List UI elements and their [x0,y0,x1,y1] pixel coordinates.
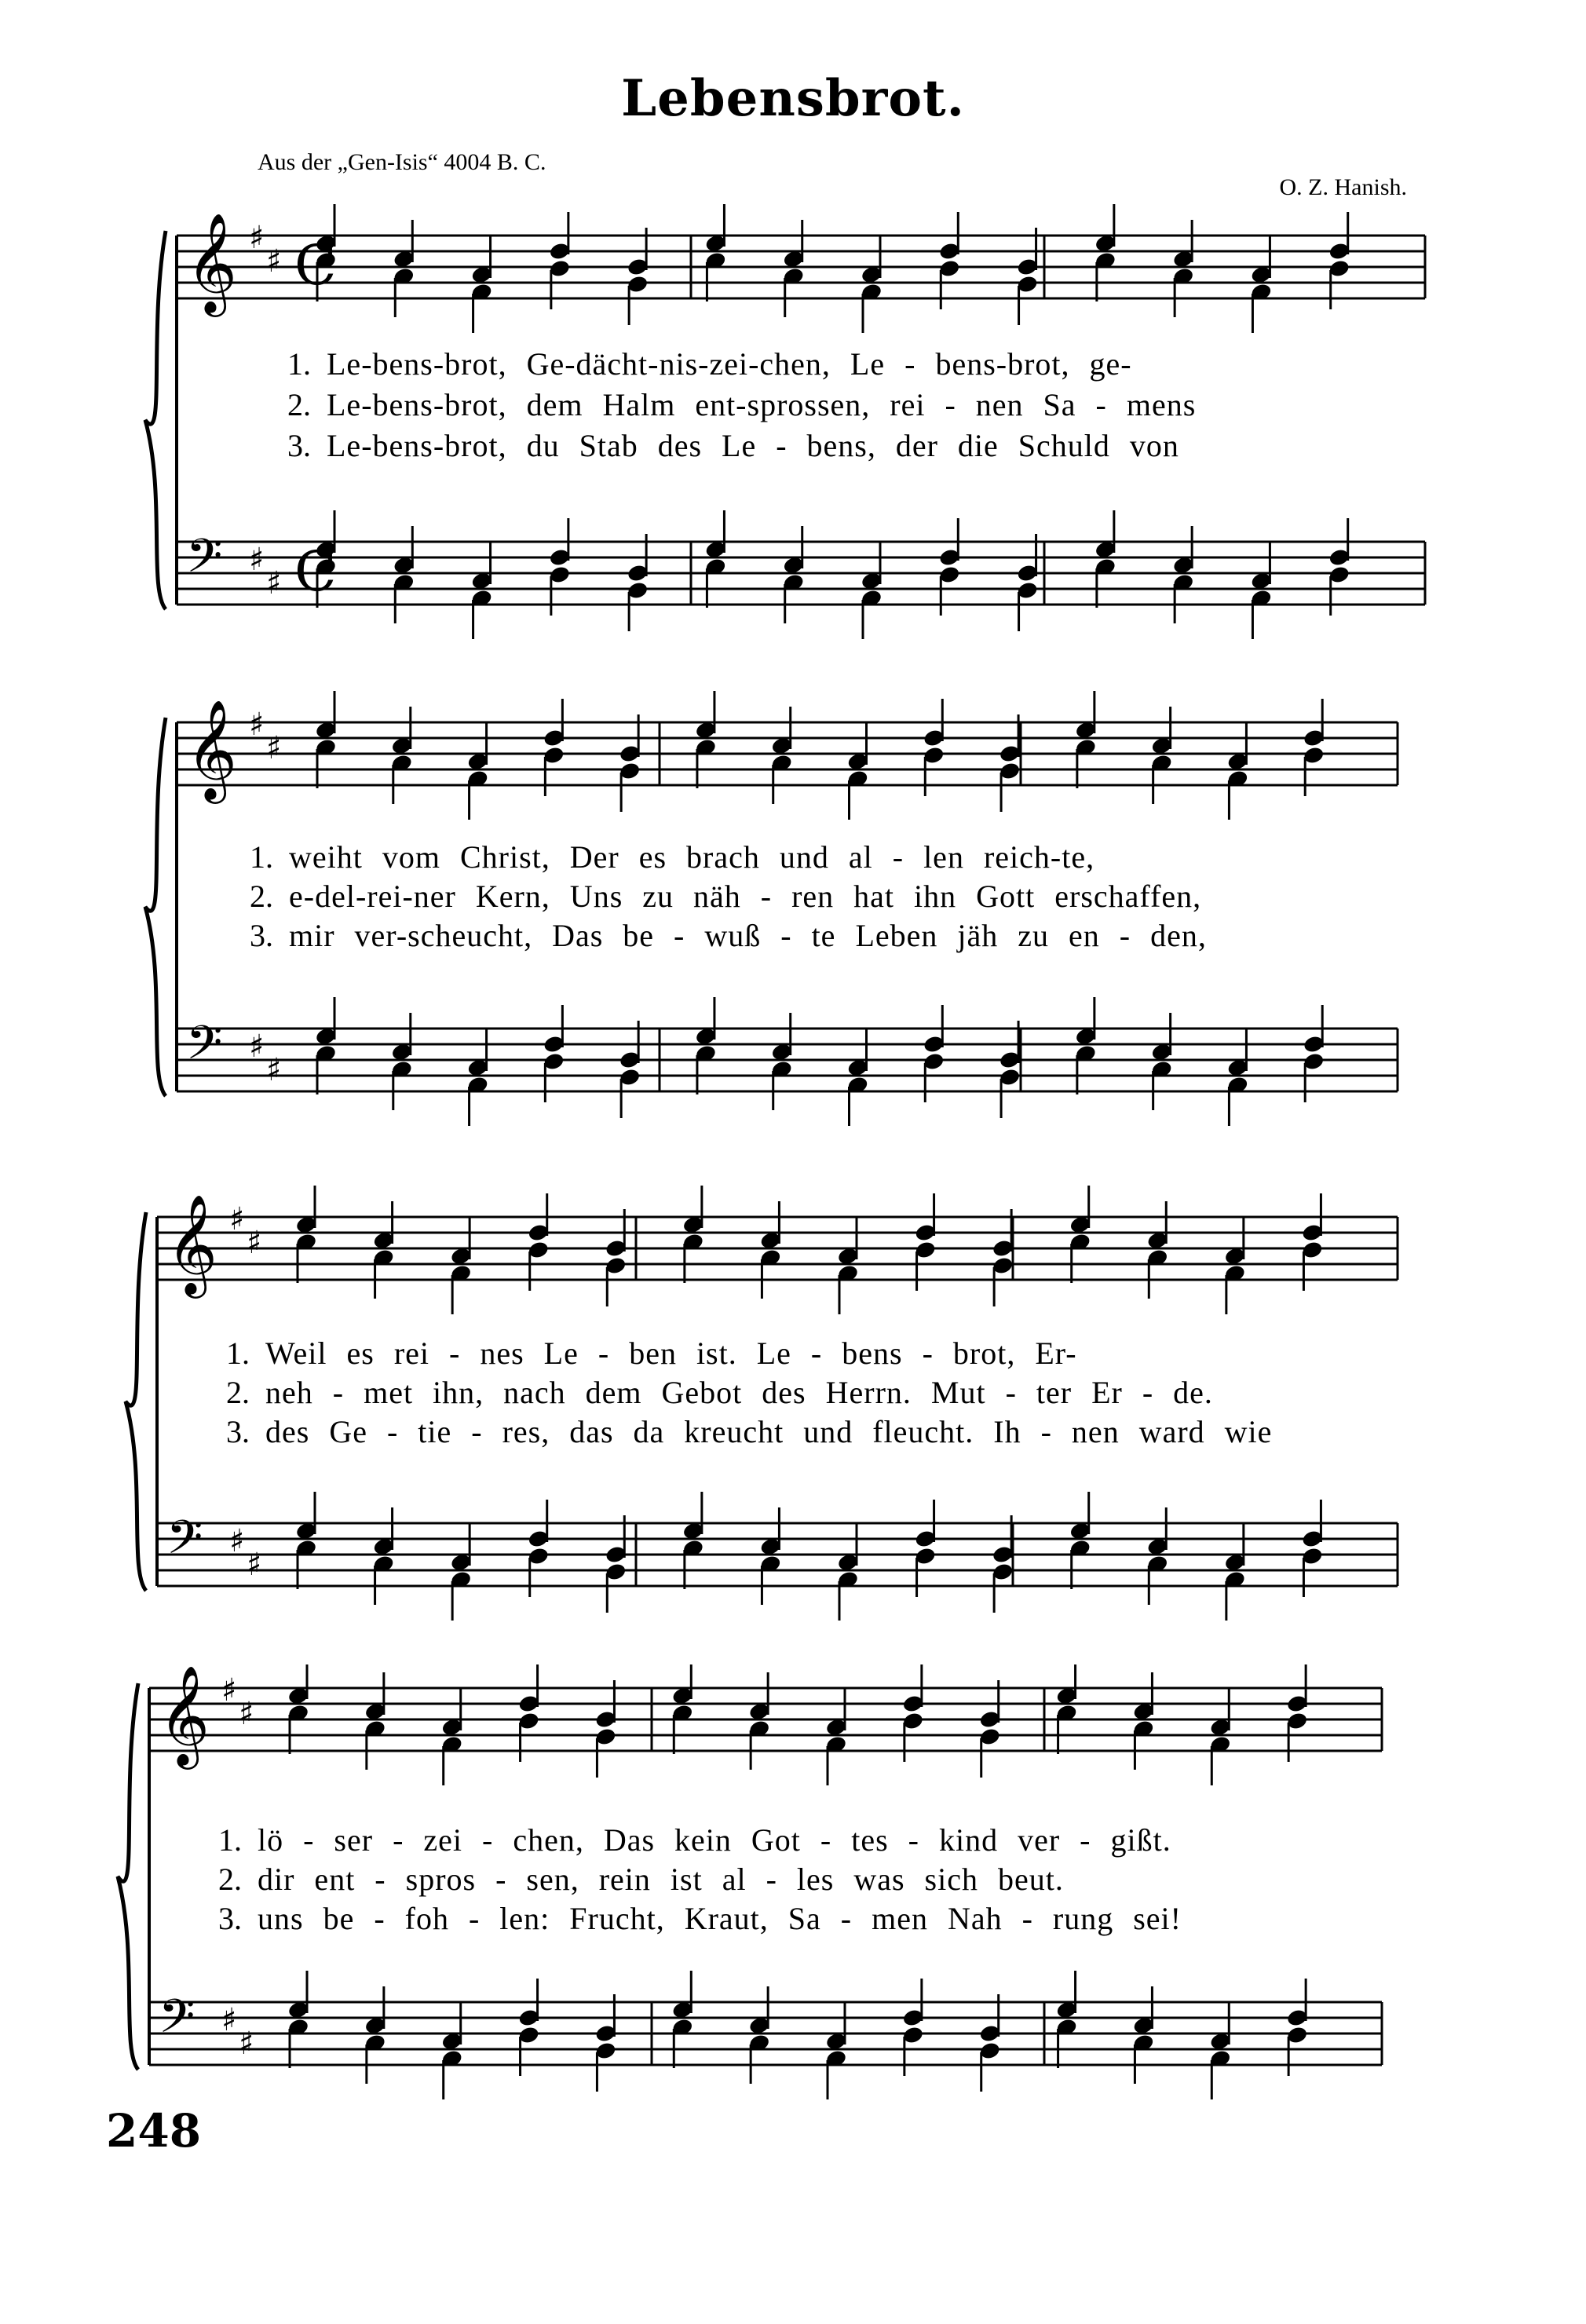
verse-line [204,1374,1213,1411]
key-sharp: ♯ [247,1225,262,1261]
verse-number: 2. [250,879,273,914]
verse-line [265,427,1179,464]
verse-text: Le-bens-brot, dem Halm ent-sprossen, rei - nen Sa - mens [327,387,1197,422]
music-system-4 [0,1664,1586,2104]
verse-number: 3. [287,428,311,463]
verse-line [265,345,1132,382]
key-sharp: ♯ [266,1052,282,1088]
verse-number: 1. [250,839,273,875]
verse-number: 3. [250,918,273,953]
music-system-3 [0,1178,1586,1649]
system-brace [126,1212,146,1591]
key-sharp: ♯ [247,1547,262,1583]
verse-text: Le-bens-brot, Ge-dächt-nis-zei-chen, Le - bens-brot, ge- [327,346,1132,382]
verse-text: mir ver-scheucht, Das be - wuß - te Leben jäh zu en - den, [289,918,1207,953]
key-sharp: ♯ [266,565,282,601]
key-sharp: ♯ [249,542,265,578]
verse-number: 3. [226,1414,250,1449]
treble-clef: 𝄞 [186,699,238,799]
key-sharp: ♯ [249,707,265,743]
verse-number: 1. [287,346,311,382]
verse-number: 2. [226,1375,250,1410]
verse-text: Le-bens-brot, du Stab des Le - bens, der die Schuld von [327,428,1179,463]
verse-text: lö - ser - zei - chen, Das kein Got - tes - kind ver - gißt. [258,1822,1171,1858]
common-time: C [294,539,337,604]
key-sharp: ♯ [229,1523,245,1559]
verse-line [204,1413,1272,1450]
verse-number: 2. [287,387,311,422]
verse-line [228,878,1201,915]
key-sharp: ♯ [266,730,282,766]
verse-text: Weil es rei - nes Le - ben ist. Le - bens - brot, Er- [265,1336,1077,1371]
verse-line [204,1335,1077,1372]
verse-number: 3. [218,1901,242,1936]
verse-line [228,839,1094,875]
common-time: C [294,233,337,298]
key-sharp: ♯ [229,1201,245,1237]
verse-text: dir ent - spros - sen, rein ist al - les was sich beut. [258,1862,1064,1897]
system-brace [118,1683,138,2070]
page-number: 248 [106,2104,202,2158]
key-sharp: ♯ [249,220,265,256]
bass-clef: 𝄢 [186,528,223,594]
treble-clef: 𝄞 [166,1193,218,1294]
verse-line [265,386,1196,423]
verse-number: 2. [218,1862,242,1897]
verse-line [196,1900,1182,1937]
composer-name: O. Z. Hanish. [1279,174,1407,200]
verse-text: neh - met ihn, nach dem Gebot des Herrn. Mut - ter Er - de. [265,1375,1213,1410]
verse-text: uns be - foh - len: Frucht, Kraut, Sa - men Nah - rung sei! [258,1901,1182,1936]
treble-clef: 𝄞 [159,1664,210,1765]
verse-text: des Ge - tie - res, das da kreucht und fleucht. Ih - nen ward wie [265,1414,1273,1449]
song-source: Aus der „Gen-Isis“ 4004 B. C. [258,149,546,175]
key-sharp: ♯ [221,1672,237,1708]
bass-clef: 𝄢 [159,1989,196,2055]
song-title: Lebensbrot. [621,69,965,128]
verse-line [228,917,1207,954]
staff-graphics-1 [0,188,1586,660]
key-sharp: ♯ [266,243,282,280]
verse-number: 1. [218,1822,242,1858]
key-sharp: ♯ [239,2026,254,2062]
treble-clef: 𝄞 [186,212,238,312]
system-brace [145,718,166,1096]
verse-line [196,1822,1171,1858]
music-system-1 [0,188,1586,660]
key-sharp: ♯ [239,1696,254,1732]
verse-line [196,1861,1064,1898]
system-brace [145,231,166,609]
key-sharp: ♯ [221,2002,237,2038]
verse-number: 1. [226,1336,250,1371]
bass-clef: 𝄢 [186,1015,223,1081]
key-sharp: ♯ [249,1029,265,1065]
bass-clef: 𝄢 [166,1510,203,1576]
verse-text: e-del-rei-ner Kern, Uns zu näh - ren hat ihn Gott erschaffen, [289,879,1202,914]
verse-text: weiht vom Christ, Der es brach und al - len reich-te, [289,839,1095,875]
music-system-2 [0,675,1586,1146]
